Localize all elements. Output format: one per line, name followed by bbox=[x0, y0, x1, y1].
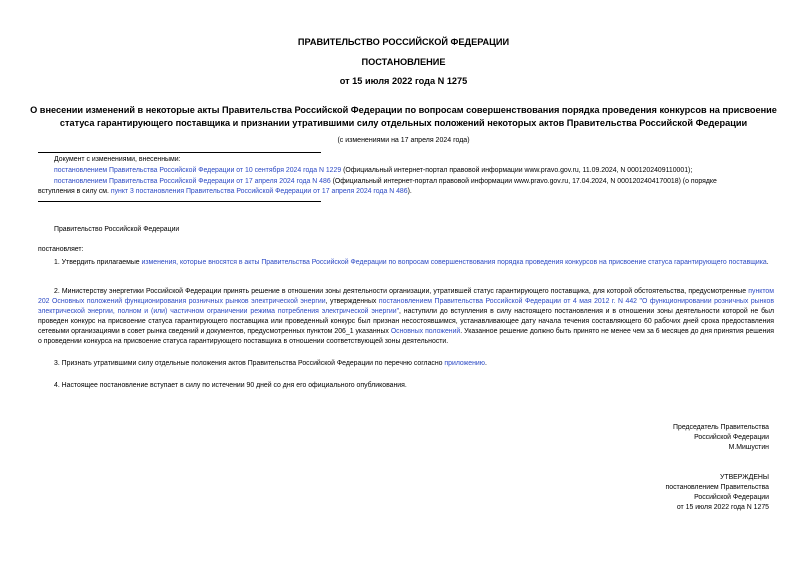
change-item-2-text: (Официальный интернет-портал правовой информации www.pravo.gov.ru, 17.04.2024, N 0001202404170018) (о порядке bbox=[330, 178, 717, 185]
divider-top bbox=[38, 152, 321, 153]
government-heading: ПРАВИТЕЛЬСТВО РОССИЙСКОЙ ФЕДЕРАЦИИ bbox=[297, 37, 510, 47]
paragraph-2-c: , наступили до вступления в силу настоящего постановления и в отношении зоны деятельности которой не был проведен конкурс на присвоение статуса гарантирующего поставщика или проведенный конкурс был признан несостоявшимся, устанавливающее дату начала течения составляющего 60 рабочих дней срока предоставления сетевыми организациями в совет рынка сведений и документов, предусмотренных пунктом 206_1 указанных bbox=[38, 308, 774, 335]
changes-intro: Документ с изменениями, внесенными: bbox=[54, 156, 181, 163]
paragraph-1 bbox=[38, 258, 774, 268]
paragraph-2-link-1[interactable]: пунктом 202 Основных положений функционирования розничных рынков электрической энергии bbox=[38, 288, 774, 305]
change-item-2 bbox=[54, 177, 774, 187]
paragraph-2-b: , утвержденных bbox=[325, 298, 379, 305]
change-item-1-text: (Официальный интернет-портал правовой информации www.pravo.gov.ru, 11.09.2024, N 0001202409110001); bbox=[341, 167, 693, 174]
change-item-2-cont-pre: вступления в силу см. bbox=[38, 188, 111, 195]
signature-line-3: М.Мишустин bbox=[728, 444, 769, 451]
paragraph-2-link-3[interactable]: Основных положений bbox=[390, 328, 461, 335]
approval-line-3: Российской Федерации bbox=[694, 494, 769, 501]
change-item-2-cont bbox=[38, 187, 774, 197]
gov-rf-label: Правительство Российской Федерации bbox=[54, 226, 180, 233]
approval-block bbox=[666, 473, 770, 513]
change-item-2-cont-link[interactable]: пункт 3 постановления Правительства Российской Федерации от 17 апреля 2024 года N 486 bbox=[110, 188, 408, 195]
postanovlyaet-label: постановляет: bbox=[38, 246, 84, 253]
paragraph-1-link[interactable]: изменения, которые вносятся в акты Правительства Российской Федерации по вопросам совершенствования порядка проведения конкурсов на присвоение статуса гарантирующего поставщика bbox=[141, 259, 767, 266]
paragraph-3 bbox=[38, 359, 774, 369]
change-item-1-link[interactable]: постановлением Правительства Российской Федерации от 10 сентября 2024 года N 1229 bbox=[54, 167, 342, 174]
paragraph-2-d: . Указанное решение должно быть принято не менее чем за 6 месяцев до дня принятия решения о проведении конкурса на присвоение статуса гарантирующего поставщика в отношении соответствующей зоны деятельности. bbox=[38, 328, 774, 345]
change-item-2-link[interactable]: постановлением Правительства Российской Федерации от 17 апреля 2024 года N 486 bbox=[54, 178, 331, 185]
divider-bottom bbox=[38, 201, 321, 202]
signature-line-2: Российской Федерации bbox=[694, 434, 769, 441]
paragraph-1-pre: 1. Утвердить прилагаемые bbox=[54, 259, 142, 266]
approval-line-4: от 15 июля 2022 года N 1275 bbox=[676, 504, 769, 511]
approval-line-2: постановлением Правительства bbox=[665, 484, 769, 491]
paragraph-2-link-2[interactable]: постановлением Правительства Российской Федерации от 4 мая 2012 г. N 442 "О функционировании розничных рынков электрической энергии, полном и (или) частичном ограничении режима потребления электрической энергии" bbox=[38, 298, 774, 315]
paragraph-2-a: 2. Министерству энергетики Российской Федерации принять решение в отношении зоны деятельности организации, утратившей статус гарантирующего поставщика, для которой обстоятельства, предусмотренные bbox=[54, 288, 749, 295]
edition-note: (с изменениями на 17 апреля 2024 года) bbox=[337, 137, 470, 144]
signature-line-1: Председатель Правительства bbox=[673, 424, 769, 431]
signature-block bbox=[673, 423, 769, 453]
paragraph-3-link[interactable]: приложению bbox=[444, 360, 485, 367]
paragraph-4: 4. Настоящее постановление вступает в силу по истечении 90 дней со дня его официального опубликования. bbox=[54, 382, 407, 389]
change-item-2-cont-post: ). bbox=[407, 188, 412, 195]
paragraph-2 bbox=[38, 287, 774, 347]
document-title: О внесении изменений в некоторые акты Правительства Российской Федерации по вопросам совершенствования порядка проведения конкурсов на присвоение статуса гарантирующего поставщика и признании утратившими силу отдельных положений некоторых актов Правительства Российской Федерации bbox=[30, 105, 777, 128]
paragraph-3-post: . bbox=[484, 360, 487, 367]
document-type: ПОСТАНОВЛЕНИЕ bbox=[361, 57, 446, 67]
paragraph-1-post: . bbox=[766, 259, 769, 266]
document-date-number: от 15 июля 2022 года N 1275 bbox=[339, 76, 468, 86]
change-item-1 bbox=[54, 166, 774, 176]
approval-line-1: УТВЕРЖДЕНЫ bbox=[720, 474, 769, 481]
paragraph-3-pre: 3. Признать утратившими силу отдельные положения актов Правительства Российской Федерации по перечню согласно bbox=[54, 360, 445, 367]
